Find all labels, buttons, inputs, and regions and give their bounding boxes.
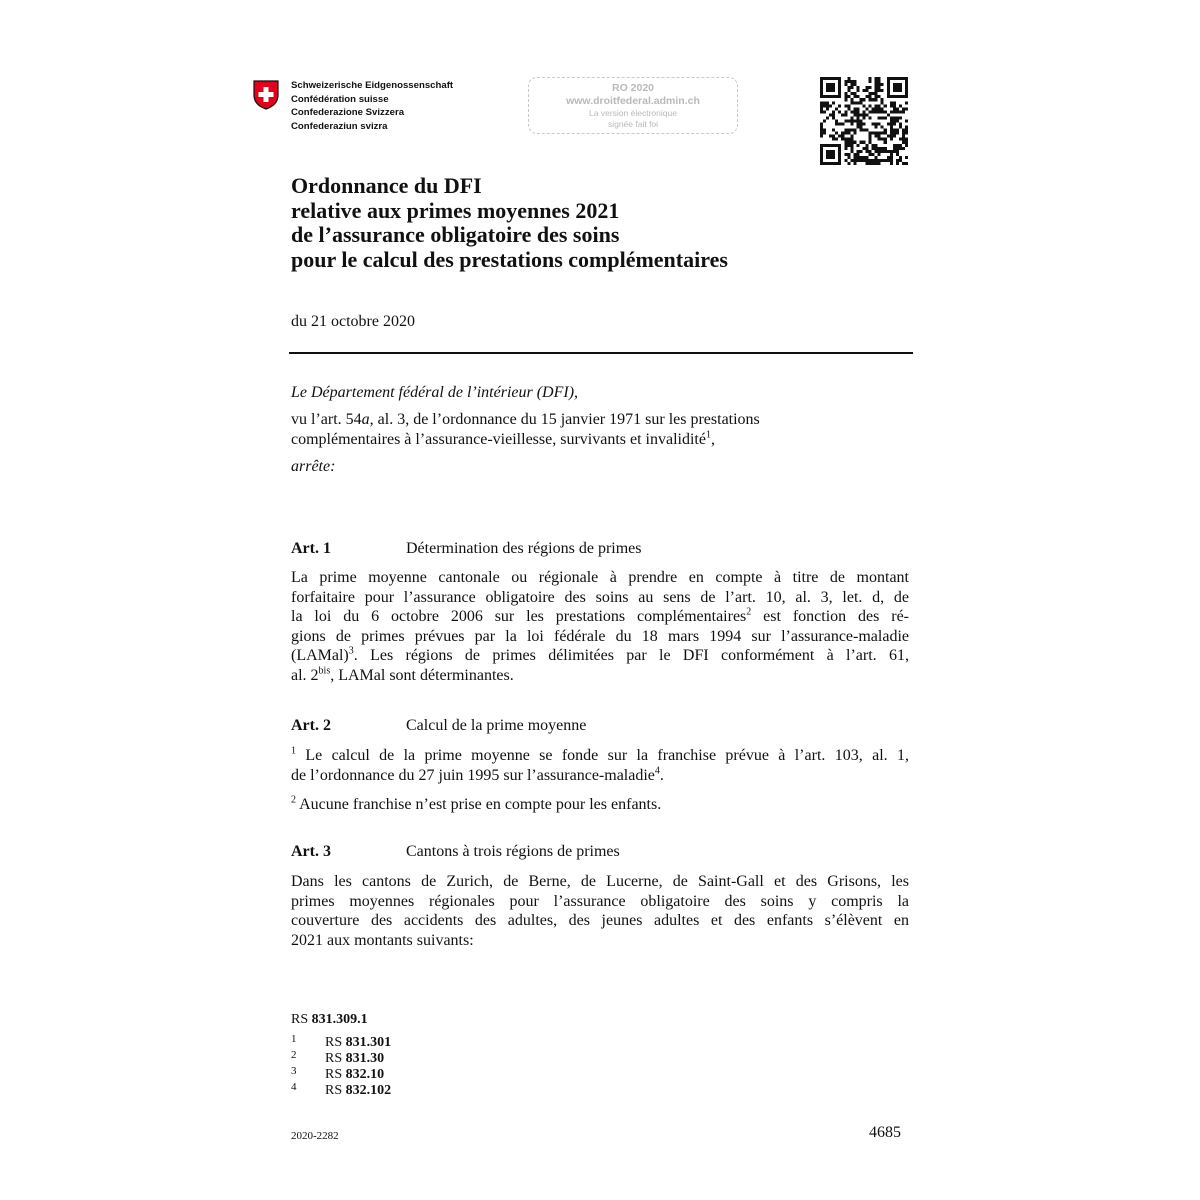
title-line: pour le calcul des prestations complémentaires (291, 246, 728, 272)
footnote (291, 1079, 391, 1100)
footnote-prefix: RS (325, 1051, 346, 1066)
legal-basis-line (291, 430, 760, 450)
paragraph-number: 2 (291, 794, 296, 806)
article-number: Art. 3 (291, 843, 331, 860)
footnote-main-reference (291, 1012, 368, 1028)
article-line (291, 766, 909, 786)
article-line: 2021 aux montants suivants: (291, 931, 474, 949)
article-line: gions de primes prévues par la loi fédérale du 18 mars 1994 sur l’assurance-maladie (291, 627, 909, 645)
article-1-body (291, 568, 909, 685)
legal-basis-text: , (710, 430, 715, 448)
article-number: Art. 1 (291, 540, 331, 557)
footnote-prefix: RS (291, 1012, 312, 1027)
legal-basis-letter: a (361, 411, 370, 428)
stamp-url: www.droitfederal.admin.ch (566, 95, 700, 107)
confederation-name-it: Confederazione Svizzera (291, 107, 405, 118)
article-3-heading (291, 843, 620, 861)
ordinance-date: du 21 octobre 2020 (291, 313, 415, 330)
footnote-number: 2 (291, 1049, 297, 1061)
article-line: forfaitaire pour l’assurance obligatoire des soins au sens de l’art. 10, al. 3, let. d, de (291, 588, 909, 606)
article-2-heading (291, 717, 586, 735)
article-line (291, 795, 909, 815)
article-text: Aucune franchise n’est prise en compte pour les enfants. (296, 796, 662, 813)
footnote-ref[interactable]: 3 (348, 645, 354, 657)
legal-basis-line (291, 410, 760, 430)
footnote-number: 3 (291, 1065, 297, 1077)
article-line (291, 746, 909, 766)
preamble-legal-basis (291, 410, 760, 449)
article-line (291, 666, 909, 686)
footnote-ref-number[interactable]: 832.10 (345, 1067, 385, 1082)
article-text: la loi du 6 octobre 2006 sur les prestations complémentaires (291, 608, 747, 625)
title-line: de l’assurance obligatoire des soins (291, 222, 620, 247)
footnote-number: 1 (291, 1033, 297, 1045)
confederation-name-rm: Confederaziun svizra (291, 120, 388, 132)
footnote-prefix: RS (325, 1035, 346, 1050)
preamble-decree: arrête: (291, 458, 336, 475)
article-text: (LAMal) (291, 647, 349, 664)
article-2-paragraph-1 (291, 746, 909, 785)
footnote-prefix: RS (325, 1067, 346, 1082)
legal-basis-text: , al. 3, de l’ordonnance du 15 janvier 1971 sur les prestations (369, 411, 760, 428)
article-title: Cantons à trois régions de primes (406, 843, 620, 860)
article-1-heading (291, 540, 642, 558)
stamp-collection: RO 2020 (611, 82, 655, 94)
paragraph-number: 1 (291, 745, 296, 757)
article-line: primes moyennes régionales pour l’assurance obligatoire des soins y compris la (291, 892, 909, 910)
stamp-note-2: signée fait foi (607, 119, 659, 129)
document-id: 2020-2282 (291, 1130, 339, 1142)
article-title: Calcul de la prime moyenne (406, 717, 587, 734)
legal-basis-text: vu l’art. 54 (291, 411, 362, 428)
footnote-ref[interactable]: 1 (705, 429, 711, 441)
footnote-ref-number[interactable]: 832.102 (345, 1083, 392, 1098)
title-line: relative aux primes moyennes 2021 (291, 197, 620, 223)
confederation-names (291, 79, 453, 133)
article-text: est fonction des ré- (763, 608, 909, 625)
article-line: La prime moyenne cantonale ou régionale à prendre en compte à titre de montant (291, 569, 909, 586)
footnote-number: 4 (291, 1081, 297, 1093)
article-3-body (291, 872, 909, 950)
official-publication-stamp (528, 77, 738, 134)
article-text: Le calcul de la prime moyenne se fonde sur la franchise prévue à l’art. 103, al. 1, (296, 747, 909, 764)
superscript-bis: bis (318, 665, 331, 677)
article-text: . (659, 766, 664, 784)
page-number: 4685 (869, 1124, 901, 1141)
article-text: . Les régions de primes délimitées par le DFI conformément à l’art. 61, (353, 647, 909, 664)
footnote-ref[interactable]: 2 (746, 606, 752, 618)
article-line: Dans les cantons de Zurich, de Berne, de Lucerne, de Saint-Gall et des Grisons, les (291, 873, 909, 890)
footnote-ref-number[interactable]: 831.309.1 (311, 1012, 368, 1027)
preamble-authority: Le Département fédéral de l’intérieur (DFI), (291, 384, 579, 401)
footnote-prefix: RS (325, 1083, 346, 1098)
qr-code-icon (820, 77, 908, 165)
article-line (291, 646, 909, 666)
article-2-paragraph-2 (291, 795, 909, 815)
legal-basis-text: complémentaires à l’assurance-vieillesse, survivants et invalidité (291, 430, 706, 448)
article-number: Art. 2 (291, 717, 331, 734)
confederation-name-de: Schweizerische Eidgenossenschaft (291, 80, 454, 91)
confederation-name-fr: Confédération suisse (291, 93, 389, 105)
title-divider (289, 352, 913, 354)
swiss-cross-shield-icon (253, 80, 279, 110)
footnote-ref-number[interactable]: 831.30 (345, 1051, 385, 1066)
article-line: couverture des accidents des adultes, des jeunes adultes et des enfants s’élèvent en (291, 912, 909, 929)
footnote-ref-number[interactable]: 831.301 (345, 1035, 392, 1050)
article-text: , LAMal sont déterminantes. (330, 666, 514, 684)
article-text: de l’ordonnance du 27 juin 1995 sur l’assurance-maladie (291, 766, 655, 784)
title-line: Ordonnance du DFI (291, 173, 482, 198)
footnote-ref[interactable]: 4 (654, 765, 660, 777)
article-title: Détermination des régions de primes (406, 540, 642, 557)
article-line (291, 607, 909, 627)
stamp-note-1: La version électronique (589, 108, 677, 118)
article-text: al. 2 (291, 666, 319, 684)
page-title (291, 174, 728, 272)
